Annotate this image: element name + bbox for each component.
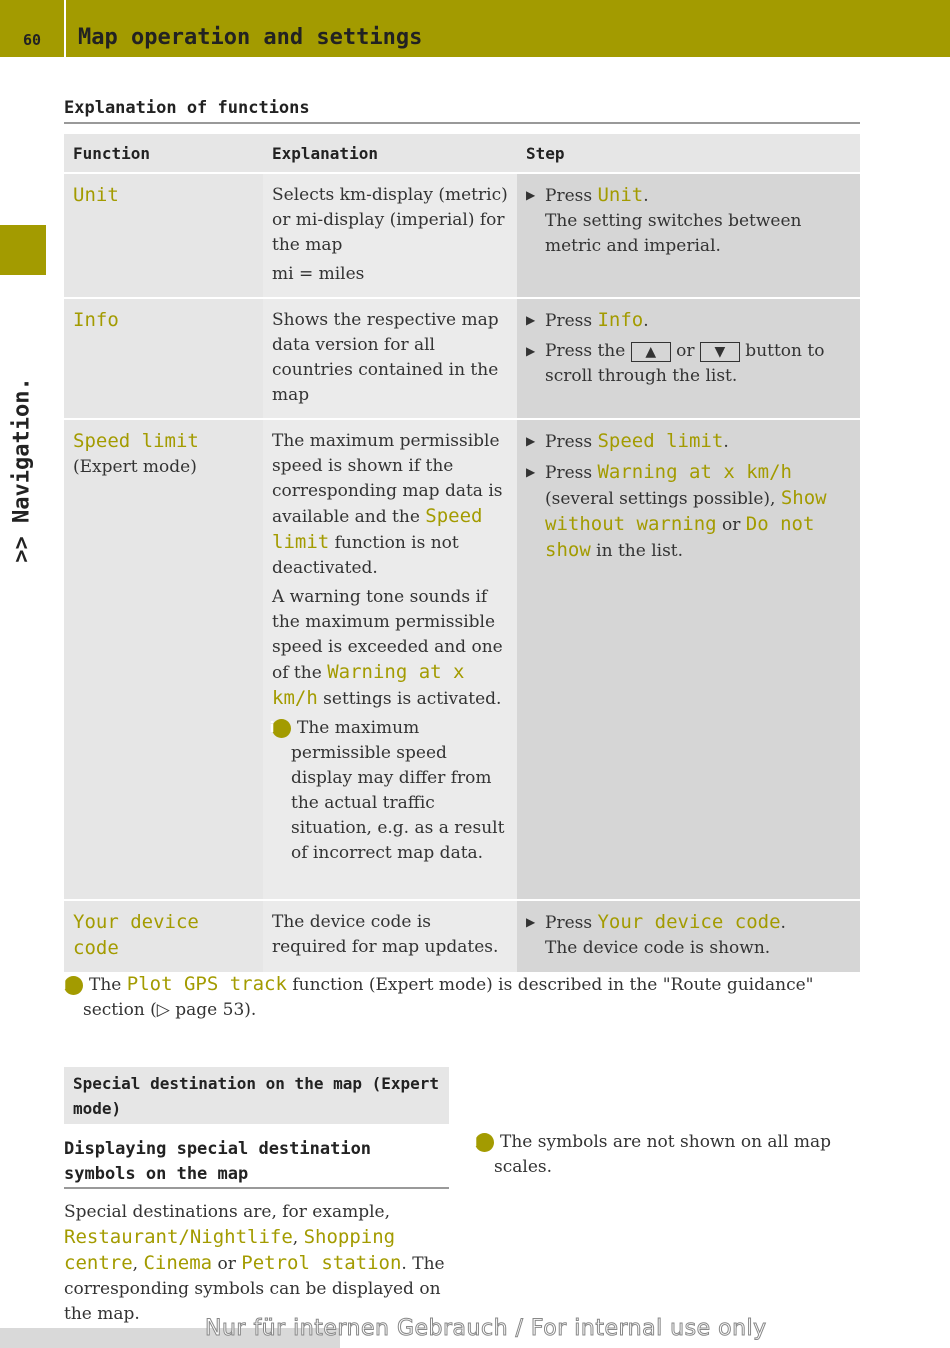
page-header <box>0 0 950 57</box>
explanation-text: A warning tone sounds if the maximum permissible speed is exceeded and one of the Warning at x km/h settings is activated. <box>272 587 503 709</box>
step-cell <box>517 419 860 900</box>
menu-item-ref: Show without warning <box>545 487 827 535</box>
info-icon: i <box>272 719 291 738</box>
function-cell <box>64 173 263 298</box>
table-row-speed-limit <box>64 419 860 900</box>
page-number: 60 <box>22 31 42 49</box>
chapter-tab-marker <box>0 225 46 275</box>
functions-table <box>64 134 860 974</box>
down-arrow-key-icon: ▼ <box>700 342 740 362</box>
table-row-device-code <box>64 900 860 973</box>
step-cell <box>517 900 860 973</box>
step-text: button to scroll through the list. <box>545 341 825 386</box>
explanation-text: Selects km-display (metric) or mi-display (imperial) for the map <box>272 185 508 255</box>
explanation-text: The maximum permissible speed is shown if the corresponding map data is available and the Speed limit function is not deactivated. <box>272 431 503 578</box>
step-text: Press <box>545 311 598 331</box>
menu-item-ref: Your device code <box>597 911 781 933</box>
explanation-text: Shows the respective map data version for all countries contained in the map <box>272 310 499 405</box>
info-note: i The maximum permissible speed display may differ from the actual traffic situation, e.g. as a result of incorrect map data. <box>269 718 505 863</box>
menu-item-ref: Warning at x km/h <box>597 461 792 483</box>
explanation-cell <box>263 419 517 900</box>
menu-item-ref: Do not show <box>545 513 815 561</box>
section-title: Explanation of functions <box>64 96 860 124</box>
step-item: ▶ Press Info. <box>526 308 851 334</box>
explanation-text: mi = miles <box>272 264 365 284</box>
function-mode: (Expert mode) <box>73 457 197 477</box>
menu-item-ref: Shopping centre <box>64 1226 396 1274</box>
function-name: Your device code <box>73 911 199 959</box>
menu-item-ref: Speed limit <box>272 505 483 553</box>
step-text: Press the <box>545 341 631 361</box>
header-divider <box>64 0 66 57</box>
step-item: ▶ Press Your device code. The device code is shown. <box>526 910 851 961</box>
step-result: The device code is shown. <box>545 938 771 958</box>
header-step: Step <box>517 134 860 173</box>
explanation-cell <box>263 173 517 298</box>
body-paragraph: Special destinations are, for example, Restaurant/Nightlife, Shopping centre, Cinema or Petrol station. The corresponding symbols can be displayed on the map. <box>64 1202 445 1324</box>
subsection-heading: Displaying special destination symbols on the map <box>64 1137 449 1189</box>
menu-item-ref: Unit <box>597 184 644 206</box>
header-function: Function <box>64 134 263 173</box>
function-cell <box>64 298 263 419</box>
function-cell <box>64 419 263 900</box>
menu-item-ref: Info <box>597 309 644 331</box>
step-text: Press <box>545 186 598 206</box>
info-icon: i <box>64 976 83 995</box>
info-note: i The symbols are not shown on all map scales. <box>472 1132 831 1177</box>
table-row-unit <box>64 173 860 298</box>
function-name: Unit <box>73 184 119 206</box>
page-title: Map operation and settings <box>78 25 423 50</box>
subsection-title-box: Special destination on the map (Expert mode) <box>64 1067 449 1124</box>
watermark: Nur für internen Gebrauch / For internal use only <box>205 1316 767 1341</box>
function-name: Speed limit <box>73 430 199 452</box>
header-explanation: Explanation <box>263 134 517 173</box>
step-item: ▶ Press Speed limit. <box>526 429 851 455</box>
menu-item-ref: Cinema <box>143 1252 213 1274</box>
menu-item-ref: Restaurant/Nightlife <box>64 1226 293 1248</box>
up-arrow-key-icon: ▲ <box>631 342 671 362</box>
step-item <box>526 339 851 389</box>
plot-gps-note: i The Plot GPS track function (Expert mode) is described in the "Route guidance" section (▷ page 53). <box>61 973 814 1020</box>
chapter-label: >> Navigation. <box>9 377 35 563</box>
table-header-row <box>64 134 860 173</box>
step-cell <box>517 173 860 298</box>
step-item: ▶ Press Unit. The setting switches between metric and imperial. <box>526 183 851 259</box>
function-name: Info <box>73 309 119 331</box>
function-cell <box>64 900 263 973</box>
step-item: ▶ Press Warning at x km/h (several settings possible), Show without warning or Do not show in the list. <box>526 460 851 564</box>
step-cell <box>517 298 860 419</box>
menu-item-ref: Speed limit <box>597 430 724 452</box>
table-row-info <box>64 298 860 419</box>
menu-item-ref: Warning at x km/h <box>272 661 465 709</box>
step-text: or <box>670 341 700 361</box>
menu-item-ref: Petrol station <box>241 1252 402 1274</box>
explanation-cell <box>263 298 517 419</box>
explanation-text: The device code is required for map updates. <box>272 912 499 957</box>
menu-item-ref: Plot GPS track <box>126 973 287 995</box>
step-result: The setting switches between metric and imperial. <box>545 211 802 256</box>
info-icon: i <box>475 1133 494 1152</box>
explanation-cell <box>263 900 517 973</box>
